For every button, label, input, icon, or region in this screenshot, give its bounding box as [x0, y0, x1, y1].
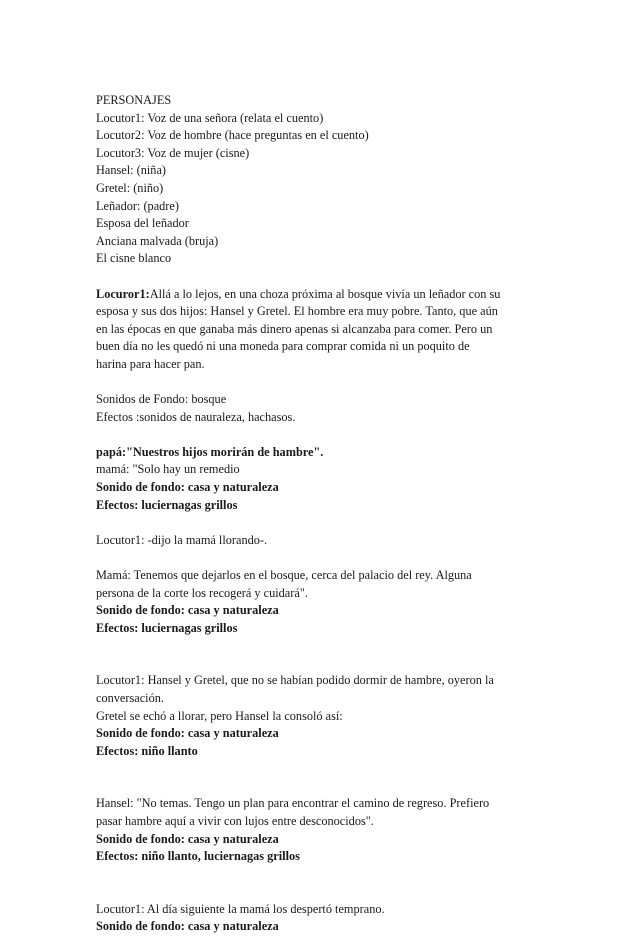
effects-line: Efectos: luciernagas grillos: [96, 497, 238, 512]
cast-item: Leñador: (padre): [96, 198, 179, 213]
background-sound-line: Sonido de fondo: casa y naturaleza: [96, 480, 279, 495]
dialogue-hansel: pasar hambre aquí a vivir con lujos entre desconocidos".: [96, 813, 374, 828]
cast-item: Locutor2: Voz de hombre (hace preguntas en el cuento): [96, 128, 369, 143]
intro-text: Allá a lo lejos, en una choza próxima al bosque vivía un leñador con su: [149, 286, 501, 301]
cast-item: El cisne blanco: [96, 251, 172, 266]
cast-item: Locutor3: Voz de mujer (cisne): [96, 145, 250, 160]
narrator-line: conversación.: [96, 691, 164, 705]
cast-list: [96, 92, 578, 268]
cast-heading: PERSONAJES: [96, 93, 172, 107]
effects-line: Efectos: niño llanto, luciernagas grillos: [96, 849, 300, 864]
scene-6: [96, 901, 578, 936]
background-sound-line: Sonido de fondo: casa y naturaleza: [96, 919, 279, 934]
intro-line: harina para hacer pan.: [96, 356, 205, 371]
dialogue-hansel: Hansel: "No temas. Tengo un plan para encontrar el camino de regreso. Prefiero: [96, 796, 490, 811]
scene-3: [96, 567, 578, 637]
cast-item: Anciana malvada (bruja): [96, 233, 219, 248]
intro-line: esposa y sus dos hijos: Hansel y Gretel. El hombre era muy pobre. Tanto, que aún: [96, 304, 498, 319]
cast-item: Hansel: (niña): [96, 163, 166, 178]
cast-item: Esposa del leñador: [96, 216, 189, 231]
cast-item: Locutor1: Voz de una señora (relata el cuento): [96, 110, 324, 125]
intro-line: [96, 286, 578, 304]
narrator-line: Gretel se echó a llorar, pero Hansel la consoló así:: [96, 708, 343, 723]
dialogue-papa: papá:"Nuestros hijos morirán de hambre".: [96, 444, 324, 459]
scene-4: [96, 672, 578, 760]
background-sound-line: Sonido de fondo: casa y naturaleza: [96, 603, 279, 618]
background-sounds: [96, 391, 578, 426]
intro-speaker: Locuror1:: [96, 286, 150, 301]
dialogue-mama: mamá: "Solo hay un remedio: [96, 462, 240, 477]
scene-5: [96, 795, 578, 865]
dialogue-mama: Mamá: Tenemos que dejarlos en el bosque, cerca del palacio del rey. Alguna: [96, 568, 472, 583]
background-sound-line: Sonido de fondo: casa y naturaleza: [96, 726, 279, 741]
scene-1: [96, 444, 578, 514]
narrator-line: Locutor1: Hansel y Gretel, que no se habían podido dormir de hambre, oyeron la: [96, 673, 494, 688]
narrator-line: Locutor1: -dijo la mamá llorando-.: [96, 532, 268, 547]
effects-line: Efectos: luciernagas grillos: [96, 620, 238, 635]
intro-line: en las épocas en que ganaba más dinero apenas si alcanzaba para comer. Pero un: [96, 321, 493, 336]
background-sound-line: Sonido de fondo: casa y naturaleza: [96, 831, 279, 846]
intro-paragraph: [96, 286, 578, 374]
background-sound-line: Sonidos de Fondo: bosque: [96, 392, 227, 407]
dialogue-mama: persona de la corte los recogerá y cuidará".: [96, 585, 308, 600]
cast-item: Gretel: (niño): [96, 180, 164, 195]
narrator-line: Locutor1: Al día siguiente la mamá los despertó temprano.: [96, 901, 385, 916]
intro-line: buen día no les quedó ni una moneda para comprar comida ni un poquito de: [96, 339, 470, 354]
effects-line: Efectos :sonidos de nauraleza, hachasos.: [96, 409, 296, 424]
scene-2: [96, 532, 578, 550]
effects-line: Efectos: niño llanto: [96, 743, 198, 758]
